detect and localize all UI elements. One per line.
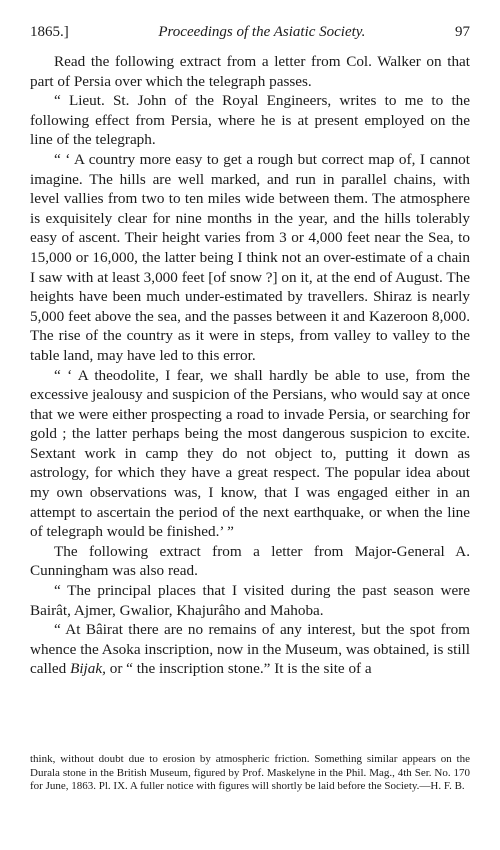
body-text bbox=[30, 52, 470, 679]
bijak-term: Bijak, bbox=[70, 660, 106, 678]
paragraph-walker-intro: Read the following extract from a letter from Col. Walker on that part of Persia over which the telegraph passes. bbox=[30, 53, 470, 90]
paragraph-map-description: “ ‘ A country more easy to get a rough but correct map of, I cannot imagine. The hills are well marked, and run in parallel chains, with level vallies from two to ten miles wide between them. The atmosphere is exquisitely clear for nine months in the year, and the hills tolerably easy of ascent. Their height varies from 3 or 4,000 feet near the Sea, to 15,000 or 16,000, the latter being I think not an over-estimate of a chain I saw with at least 3,000 feet [of snow ?] on it, at the end of August. The heights have been much under-estimated by travellers. Shiraz is nearly 5,000 feet above the sea, and the passes between it and Kazeroon 8,000. The rise of the country as it were in steps, from valley to valley to the table land, may have led to this error. bbox=[30, 150, 470, 364]
footnote bbox=[30, 753, 470, 794]
bairat-text-end: or “ the inscription stone.” It is the site of a bbox=[105, 660, 372, 678]
running-header bbox=[30, 24, 470, 41]
header-title: Proceedings of the Asiatic Society. bbox=[158, 24, 366, 40]
paragraph-cunningham-intro: The following extract from a letter from Major-General A. Cunningham was also read. bbox=[30, 542, 470, 580]
paragraph-st-john-intro: “ Lieut. St. John of the Royal Engineers, writes to me to the following effect from Persia, where he is at present employed on the line of the telegraph. bbox=[30, 92, 470, 149]
bairat-text-start: “ At Bâirat there are no remains of any interest, but the spot from whence the Asoka inscription, now in the Museum, was obtained, is still called bbox=[30, 621, 470, 678]
page-number: 97 bbox=[454, 24, 470, 40]
footnote-text: think, without doubt due to erosion by atmospheric friction. Something similar appears on the Durala stone in the British Museum, figured by Prof. Maskelyne in the Phil. Mag., 4th Ser. No. 170 for June, 1863. Pl. IX. A fuller notice with figures will shortly be laid before the Society.—H. F. B. bbox=[30, 753, 470, 792]
paragraph-theodolite: “ ‘ A theodolite, I fear, we shall hardly be able to use, from the excessive jealousy and suspicion of the Persians, who would say at once that we were either prospecting a road to invade Persia, or searching for gold ; the latter perhaps being the most dangerous suspicion to excite. Sextant work in camp they do not object to, putting it down as astrology, for which they have a great respect. The popular idea about my own observations was, I know, that I was engaged either in an attempt to ascertain the period of the next earthquake, or when the line of telegraph would be finished.’ ” bbox=[30, 366, 470, 541]
paragraph-places-visited: “ The principal places that I visited during the past season were Bairât, Ajmer, Gwalior, Khajurâho and Mahoba. bbox=[30, 582, 470, 619]
header-year: 1865.] bbox=[30, 24, 69, 40]
paragraph-bairat bbox=[30, 620, 470, 679]
